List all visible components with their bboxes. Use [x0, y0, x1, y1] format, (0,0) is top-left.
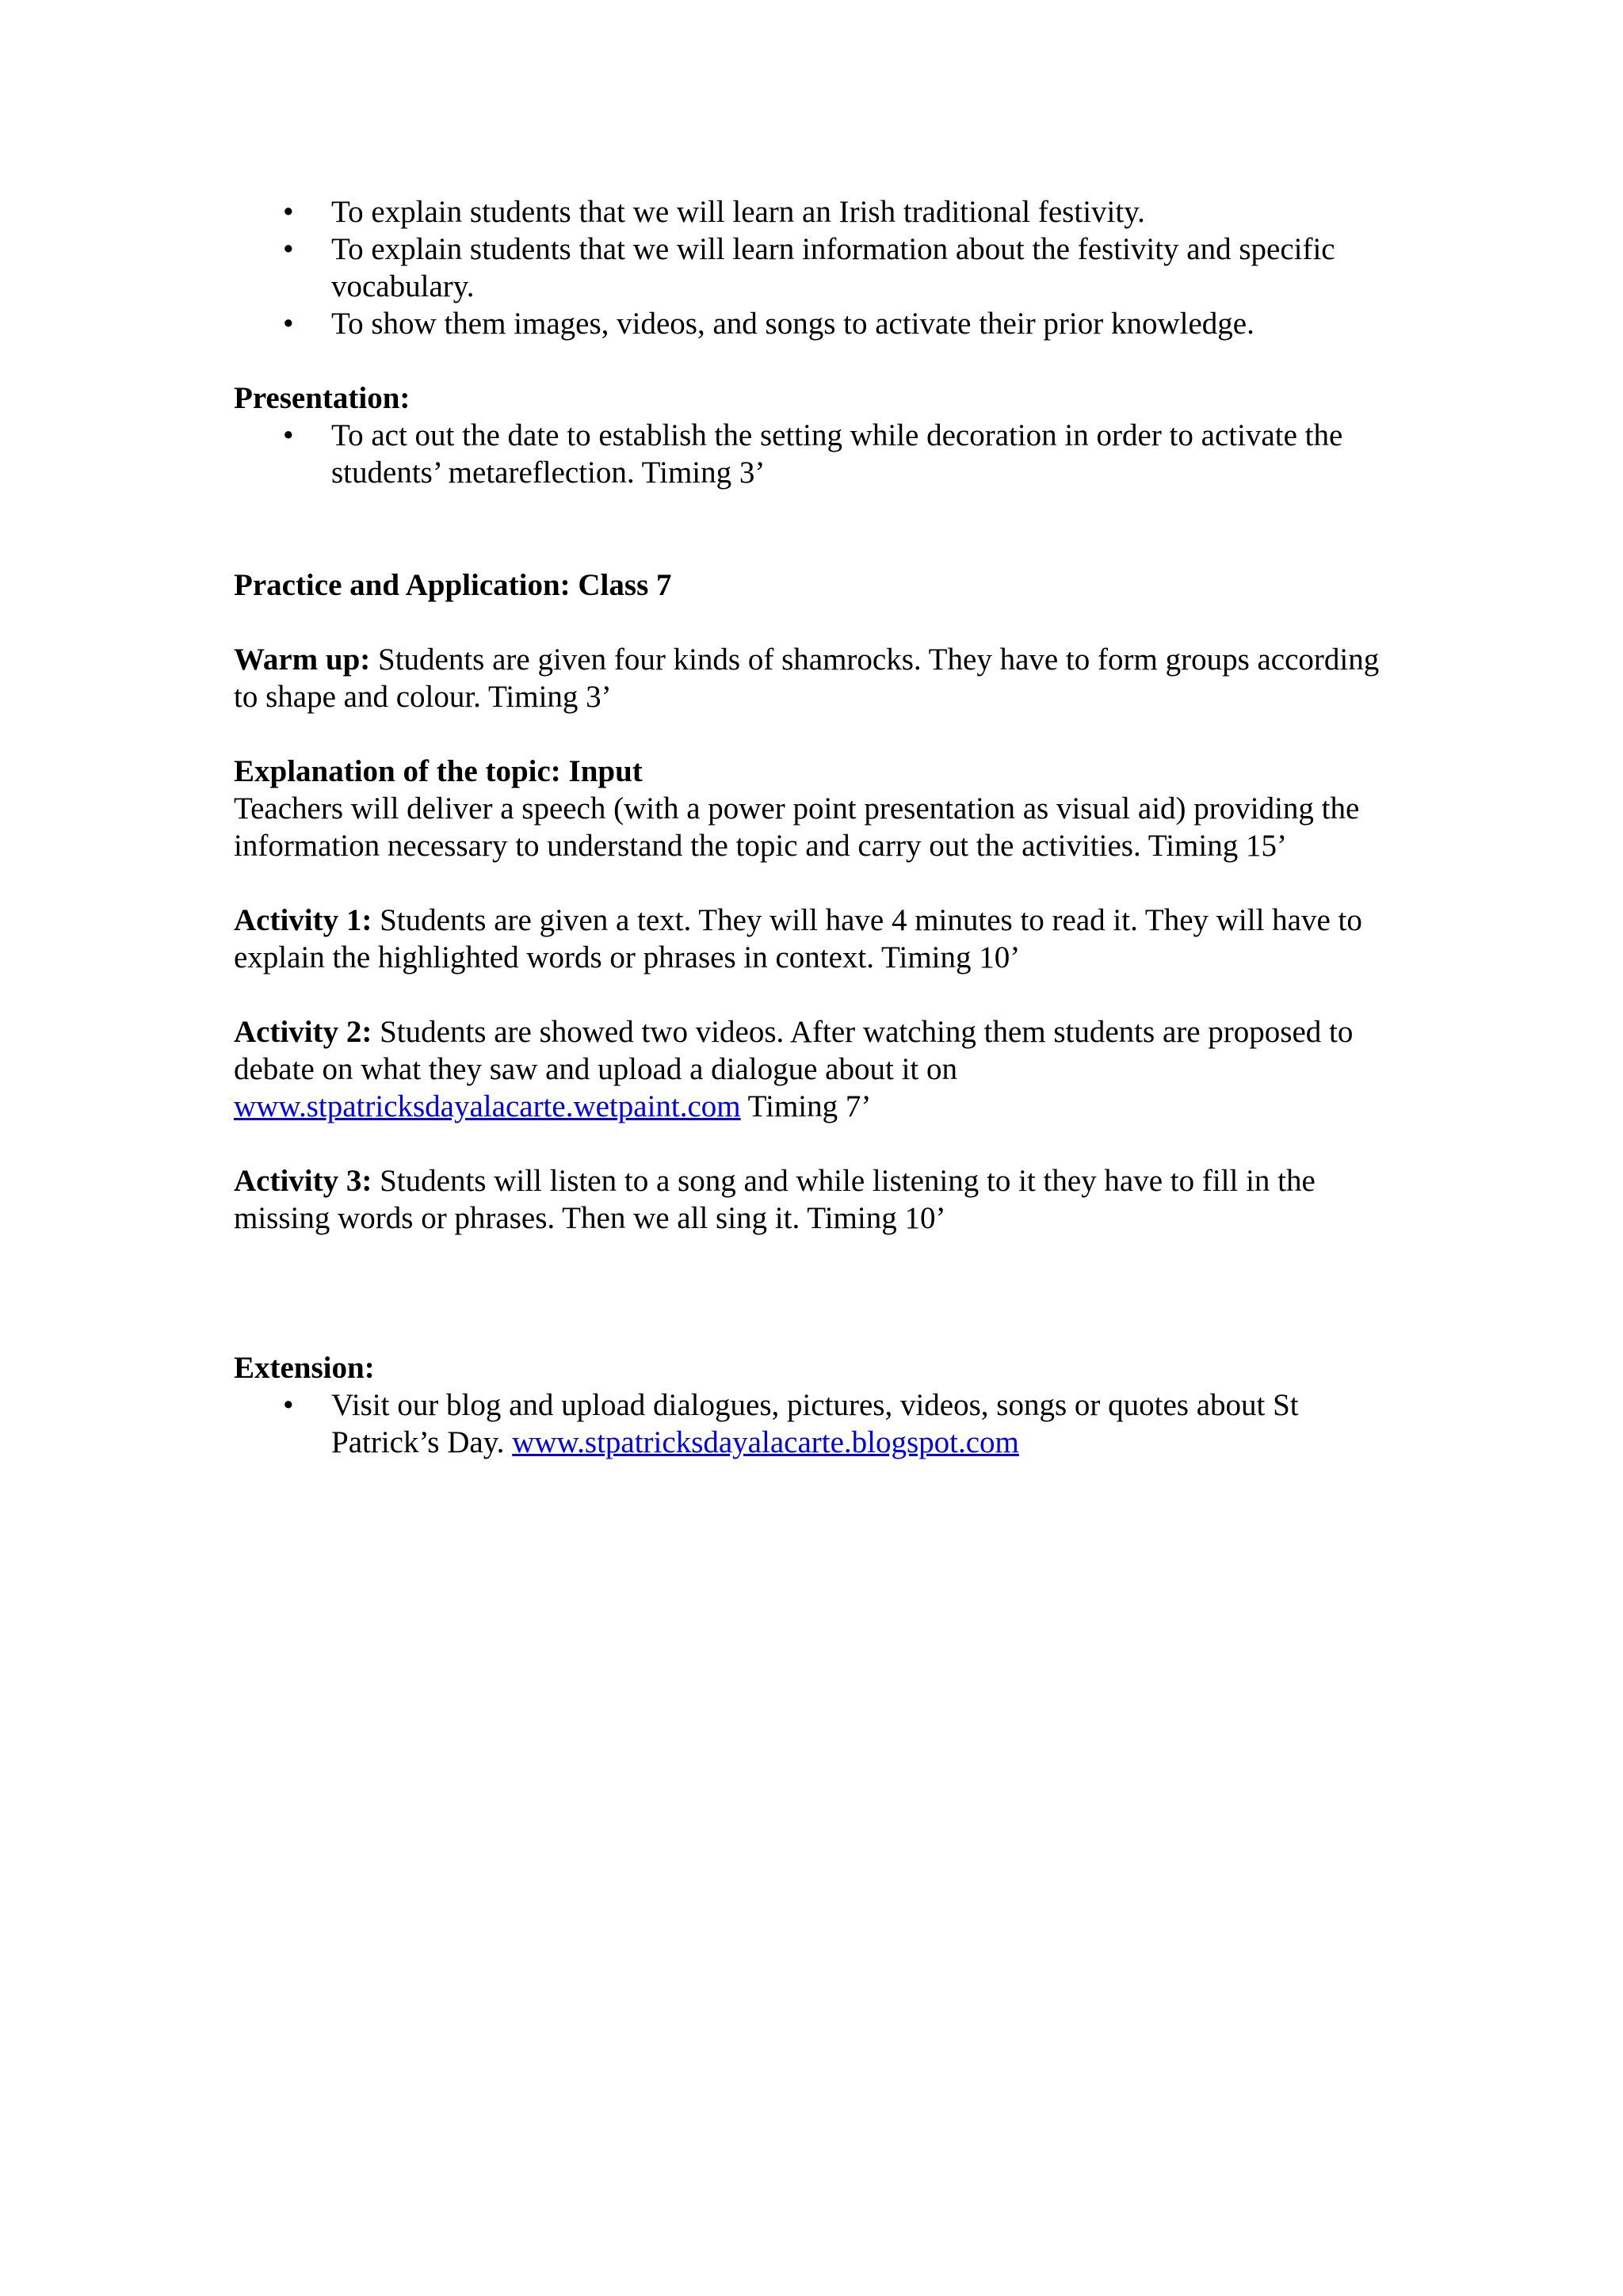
list-item — [234, 417, 1399, 491]
activity-2-label: Activity 2: — [234, 1015, 372, 1049]
list-item-text: To act out the date to establish the setting while decoration in order to activate the students’ metareflection. Timing 3’ — [331, 418, 1343, 490]
wetpaint-link[interactable]: www.stpatricksdayalacarte.wetpaint.com — [234, 1089, 741, 1123]
list-item-text: To show them images, videos, and songs to activate their prior knowledge. — [331, 307, 1254, 341]
bullet-icon: • — [283, 418, 294, 452]
extension-bullet-list — [234, 1386, 1399, 1461]
activity-3-label: Activity 3: — [234, 1164, 372, 1198]
blogspot-link[interactable]: www.stpatricksdayalacarte.blogspot.com — [512, 1425, 1019, 1459]
list-item — [234, 231, 1399, 305]
list-item — [234, 193, 1399, 231]
bullet-icon: • — [283, 232, 294, 266]
activity-1-label: Activity 1: — [234, 903, 372, 937]
list-item — [234, 305, 1399, 342]
bullet-icon: • — [283, 307, 294, 341]
bullet-icon: • — [283, 195, 294, 229]
warm-up-label: Warm up: — [234, 643, 371, 677]
list-item — [234, 1386, 1399, 1461]
list-item-text: To explain students that we will learn information about the festivity and specific vocabulary. — [331, 232, 1335, 303]
warm-up-paragraph — [234, 641, 1399, 715]
document-page — [234, 193, 1399, 1461]
presentation-bullet-list — [234, 417, 1399, 491]
presentation-heading: Presentation: — [234, 381, 411, 415]
activity-3-paragraph — [234, 1162, 1399, 1237]
activity-2-paragraph — [234, 1013, 1399, 1125]
explanation-text: Teachers will deliver a speech (with a power point presentation as visual aid) providing the information necessary to understand the topic and carry out the activities. Timing 15’ — [234, 791, 1360, 863]
list-item-text: To explain students that we will learn an Irish traditional festivity. — [331, 195, 1145, 229]
warm-up-text: Students are given four kinds of shamrocks. They have to form groups according to shape and colour. Timing 3’ — [234, 643, 1380, 714]
bullet-icon: • — [283, 1388, 294, 1422]
activity-3-text: Students will listen to a song and while listening to it they have to fill in the missing words or phrases. Then we all sing it. Timing 10’ — [234, 1164, 1316, 1235]
activity-2-text: Students are showed two videos. After watching them students are proposed to debate on what they saw and upload a dialogue about it on — [234, 1015, 1354, 1086]
intro-bullet-list — [234, 193, 1399, 342]
extension-heading: Extension: — [234, 1351, 375, 1385]
activity-2-timing: Timing 7’ — [740, 1089, 872, 1123]
explanation-heading: Explanation of the topic: Input — [234, 754, 643, 788]
activity-1-text: Students are given a text. They will have 4 minutes to read it. They will have to explain the highlighted words or phrases in context. Timing 10’ — [234, 903, 1362, 974]
list-item-text: Visit our blog and upload dialogues, pictures, videos, songs or quotes about St Patrick’s Day. — [331, 1388, 1299, 1459]
practice-heading: Practice and Application: Class 7 — [234, 568, 672, 602]
activity-1-paragraph — [234, 902, 1399, 976]
